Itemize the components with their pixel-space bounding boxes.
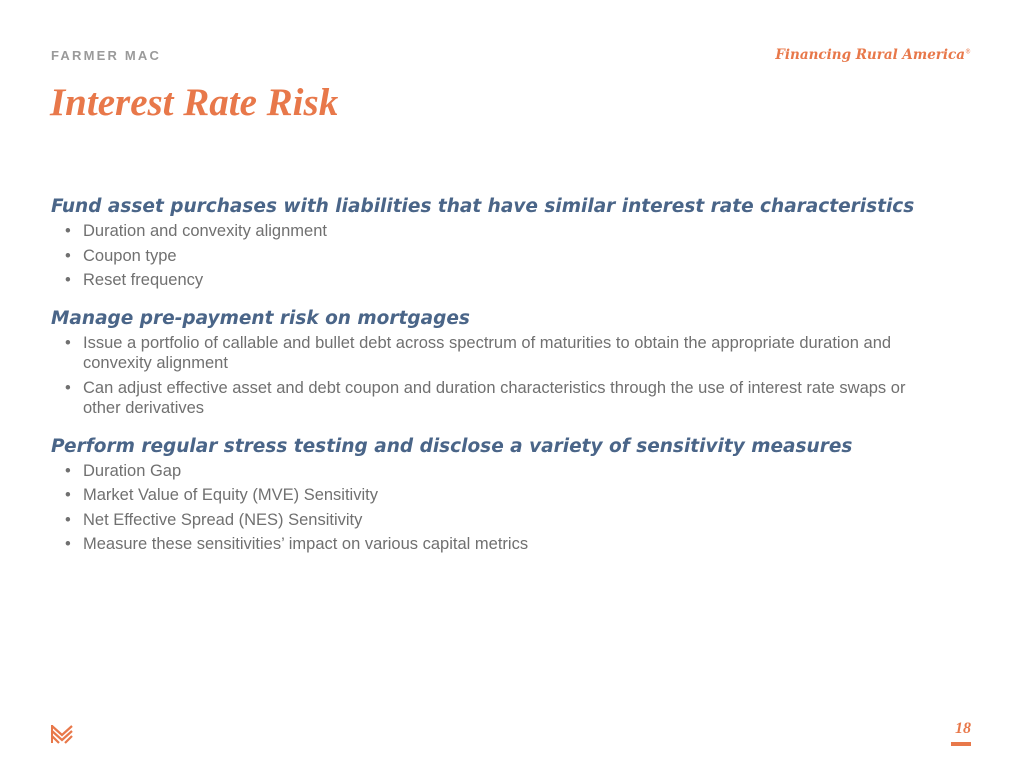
bullet-text: Duration Gap (83, 461, 182, 480)
section-prepayment (51, 305, 951, 419)
bullet-item (65, 485, 943, 506)
slide-title: Interest Rate Risk (50, 81, 339, 124)
bullet-dot-icon: • (65, 246, 71, 265)
slide-content (51, 193, 951, 569)
bullet-dot-icon: • (65, 535, 71, 553)
bullet-item (65, 510, 943, 531)
bullet-dot-icon: • (65, 486, 71, 504)
bullet-list (51, 461, 951, 555)
section-stress-testing (51, 433, 951, 555)
bullet-text: Market Value of Equity (MVE) Sensitivity (83, 486, 378, 504)
bullet-dot-icon: • (65, 378, 71, 397)
bullet-item (65, 270, 943, 291)
bullet-text: Net Effective Spread (NES) Sensitivity (83, 510, 363, 529)
bullet-item (65, 461, 943, 482)
farmer-mac-chevron-logo-icon (51, 724, 73, 744)
bullet-dot-icon: • (65, 333, 71, 352)
bullet-text: Issue a portfolio of callable and bullet debt across spectrum of maturities to obtain the appropriate duration and convexity alignment (83, 333, 892, 372)
bullet-item (65, 221, 943, 242)
bullet-item (65, 534, 943, 555)
tagline (775, 47, 971, 63)
bullet-text: Measure these sensitivities’ impact on various capital metrics (83, 535, 529, 553)
section-heading: Fund asset purchases with liabilities that have similar interest rate characteristics (51, 196, 915, 217)
page-number-underline (951, 742, 971, 746)
tagline-text: Financing Rural America (775, 47, 965, 63)
bullet-dot-icon: • (65, 461, 71, 480)
brand-name: FARMER MAC (51, 48, 162, 63)
bullet-text: Coupon type (83, 246, 177, 265)
bullet-item (65, 246, 943, 267)
section-funding (51, 193, 951, 291)
registered-mark: ® (965, 48, 971, 56)
bullet-list (51, 221, 951, 291)
page-number: 18 (955, 720, 971, 737)
bullet-text: Duration and convexity alignment (83, 222, 327, 240)
bullet-item (65, 378, 943, 419)
bullet-text: Can adjust effective asset and debt coupon and duration characteristics through the use of interest rate swaps or other derivatives (83, 378, 906, 417)
bullet-dot-icon: • (65, 222, 71, 240)
bullet-dot-icon: • (65, 271, 71, 289)
bullet-text: Reset frequency (83, 271, 204, 289)
bullet-list (51, 333, 951, 419)
section-heading: Manage pre-payment risk on mortgages (51, 307, 470, 329)
bullet-dot-icon: • (65, 510, 71, 529)
section-heading: Perform regular stress testing and disclose a variety of sensitivity measures (51, 435, 853, 457)
bullet-item (65, 333, 943, 374)
